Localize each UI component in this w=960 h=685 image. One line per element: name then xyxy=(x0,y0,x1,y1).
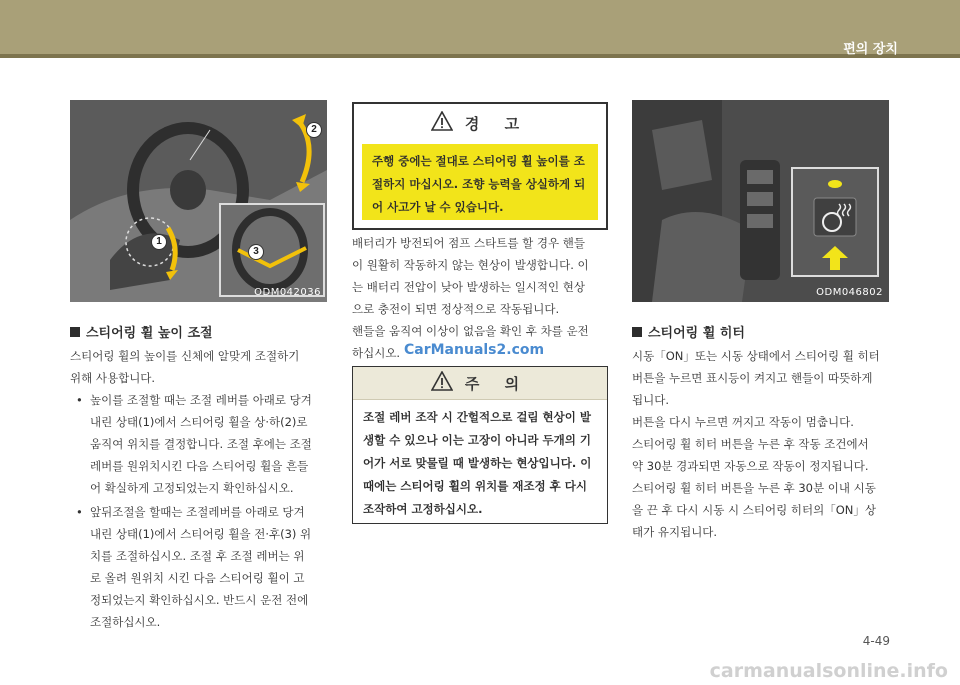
battery-line: 으로 충전이 되면 정상적으로 작동됩니다. xyxy=(352,302,560,316)
height-adjust-bullets xyxy=(70,389,334,635)
intro-line: 위해 사용합니다. xyxy=(70,371,156,385)
bullet-line: 조절하십시오. xyxy=(90,615,161,629)
caution-body xyxy=(353,400,607,527)
heater-line: 시동「ON」또는 시동 상태에서 스티어링 휠 히터 xyxy=(632,349,880,363)
intro-line: 스티어링 휠의 높이를 신체에 알맞게 조절하기 xyxy=(70,349,300,363)
bullet-item xyxy=(70,501,334,633)
watermark-carmanuals2: CarManuals2.com xyxy=(404,342,545,358)
figure-code-left: ODM042036 xyxy=(254,287,321,298)
square-bullet-icon xyxy=(632,327,642,337)
heater-line: 태가 유지됩니다. xyxy=(632,525,718,539)
caution-line: 어가 서로 맞물릴 때 발생하는 현상입니다. 이 xyxy=(363,456,592,470)
caution-line: 때에는 스티어링 휠의 위치를 재조정 후 다시 xyxy=(363,479,587,493)
bullet-line: 움직여 위치를 결정합니다. 조절 후에는 조절 xyxy=(90,437,312,451)
heater-heading xyxy=(632,322,745,341)
bullet-line: 정되었는지 확인하십시오. 반드시 운전 전에 xyxy=(90,593,309,607)
caution-box xyxy=(352,366,608,524)
heater-line: 스티어링 휠 히터 버튼을 누른 후 작동 조건에서 xyxy=(632,437,869,451)
section-title: 편의 장치 xyxy=(843,42,898,57)
warning-header xyxy=(354,104,606,142)
battery-line: 는 배터리 전압이 낮아 발생하는 일시적인 현상 xyxy=(352,280,586,294)
heater-line: 스티어링 휠 히터 버튼을 누른 후 30분 이내 시동 xyxy=(632,481,876,495)
bullet-item xyxy=(70,389,334,499)
heater-line: 됩니다. xyxy=(632,393,669,407)
bullet-line: 내린 상태(1)에서 스티어링 휠을 전·후(3) 위 xyxy=(90,527,312,541)
caution-line: 생할 수 있으나 이는 고장이 아니라 두개의 기 xyxy=(363,433,591,447)
height-adjust-heading-text: 스티어링 휠 높이 조절 xyxy=(86,326,213,341)
battery-line: 핸들을 움직여 이상이 없음을 확인 후 차를 운전 xyxy=(352,324,589,338)
steering-adjust-illustration xyxy=(70,100,327,302)
warning-triangle-icon xyxy=(431,111,453,135)
figure-code-right: ODM046802 xyxy=(816,287,883,298)
bullet-line: • 높이를 조절할 때는 조절 레버를 아래로 당겨 xyxy=(90,393,312,407)
heater-line: 을 끈 후 다시 시동 시 스티어링 히터의「ON」상 xyxy=(632,503,876,517)
warning-line: 어 사고가 날 수 있습니다. xyxy=(372,200,504,214)
bullet-line: • 앞뒤조절을 할때는 조절레버를 아래로 당겨 xyxy=(90,505,305,519)
callout-1: 1 xyxy=(151,234,167,250)
warning-line: 주행 중에는 절대로 스티어링 휠 높이를 조 xyxy=(372,154,585,168)
heater-description xyxy=(632,345,896,543)
heater-line: 버튼을 누르면 표시등이 켜지고 핸들이 따뜻하게 xyxy=(632,371,873,385)
heater-line: 버튼을 다시 누르면 꺼지고 작동이 멈춥니다. xyxy=(632,415,854,429)
page-number: 4-49 xyxy=(862,634,890,648)
watermark-carmanualsonline: carmanualsonline.info xyxy=(709,660,948,682)
warning-line: 절하지 마십시오. 조향 능력을 상실하게 되 xyxy=(372,177,586,191)
caution-header xyxy=(353,367,607,400)
bullet-line: 치를 조절하십시오. 조절 후 조절 레버는 위 xyxy=(90,549,305,563)
warning-body xyxy=(362,144,598,220)
bullet-line: 내린 상태(1)에서 스티어링 휠을 상·하(2)로 xyxy=(90,415,308,429)
height-adjust-heading xyxy=(70,322,213,341)
warning-box xyxy=(352,102,608,230)
battery-line: 배터리가 방전되어 점프 스타트를 할 경우 핸들 xyxy=(352,236,586,250)
heater-line: 약 30분 경과되면 자동으로 작동이 정지됩니다. xyxy=(632,459,869,473)
caution-line: 조작하여 고정하십시오. xyxy=(363,502,483,516)
caution-triangle-icon xyxy=(431,371,453,395)
heater-button-figure xyxy=(632,100,889,302)
steering-adjust-figure xyxy=(70,100,327,302)
bullet-line: 로 올려 원위치 시킨 다음 스티어링 휠이 고 xyxy=(90,571,305,585)
battery-line: 이 원활히 작동하지 않는 현상이 발생합니다. 이 xyxy=(352,258,589,272)
square-bullet-icon xyxy=(70,327,80,337)
bullet-line: 레버를 원위치시킨 다음 스티어링 휠을 흔들 xyxy=(90,459,309,473)
bullet-line: 어 확실하게 고정되었는지 확인하십시오. xyxy=(90,481,294,495)
warning-title: 경 고 xyxy=(464,114,530,133)
callout-2: 2 xyxy=(306,122,322,138)
heater-heading-text: 스티어링 휠 히터 xyxy=(648,326,745,341)
height-adjust-intro xyxy=(70,345,332,389)
header-bar xyxy=(0,0,960,58)
caution-title: 주 의 xyxy=(464,374,530,393)
callout-3: 3 xyxy=(248,244,264,260)
heater-button-illustration xyxy=(632,100,889,302)
caution-line: 조절 레버 조작 시 간헐적으로 걸림 현상이 발 xyxy=(363,410,591,424)
battery-line: 하십시오. xyxy=(352,346,401,360)
